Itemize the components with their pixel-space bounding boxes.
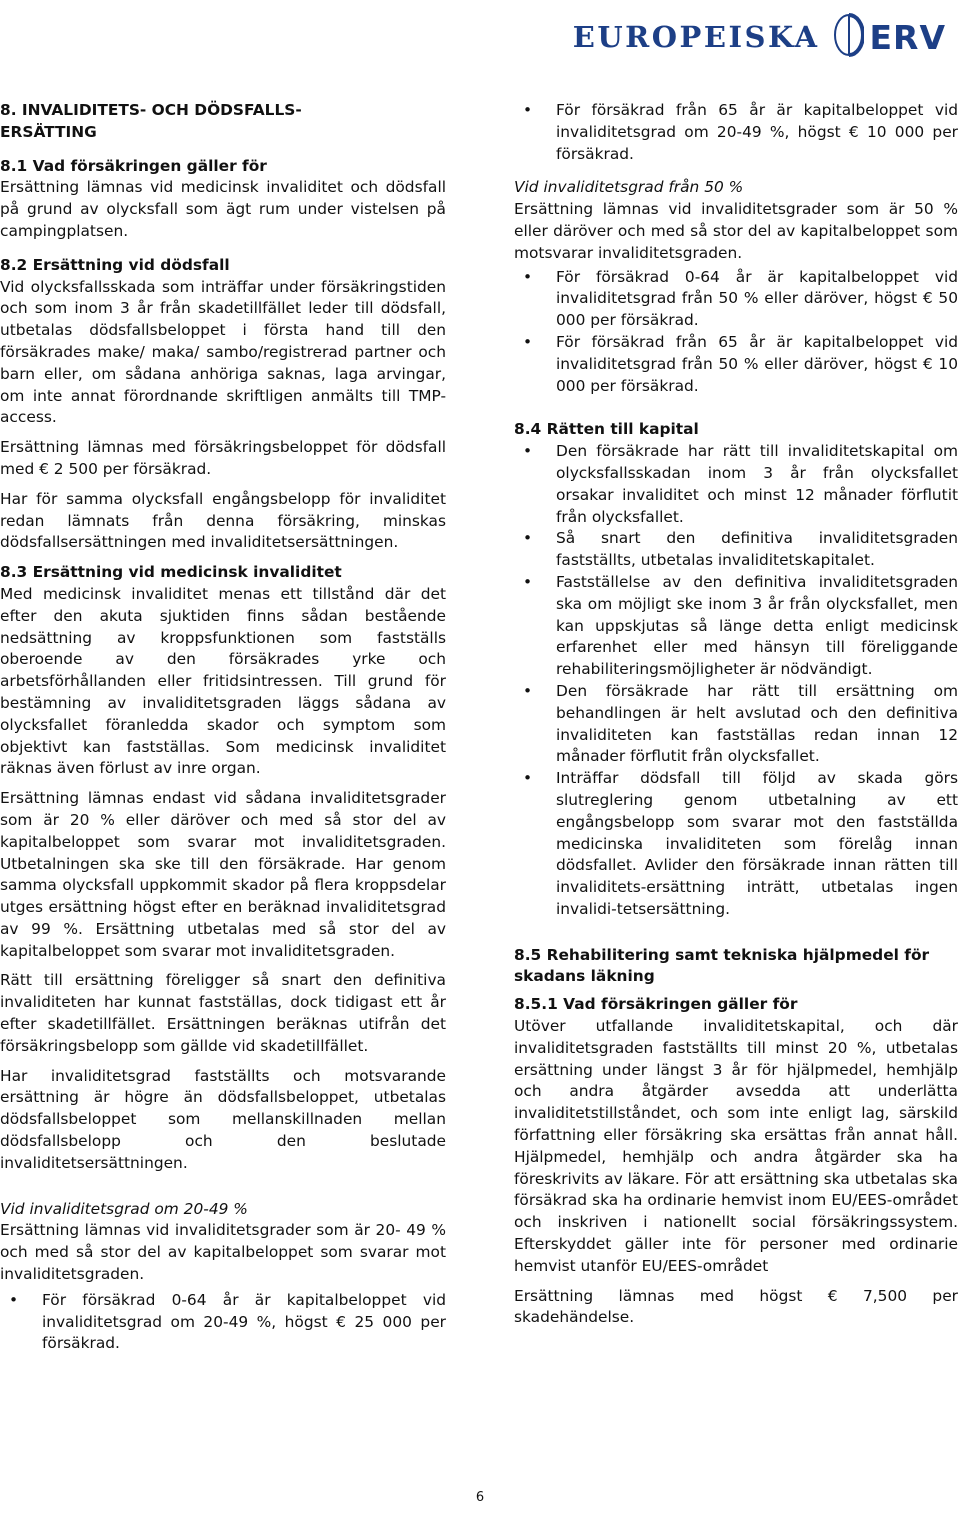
list-item: • För försäkrad från 65 år är kapitalbeloppet vid invaliditetsgrad om 20-49 %, högst € 10 000 per försäkrad. xyxy=(523,101,958,163)
bullet-icon: • xyxy=(523,442,533,461)
paragraph-8-2-c: Har för samma olycksfall engångsbelopp för invaliditet redan lämnats från denna försäkring, minskas dödsfallsersättningen med invaliditetsersättningen. xyxy=(0,489,446,552)
paragraph-8-3-a: Med medicinsk invaliditet menas ett tillstånd där det efter den akuta sjuktiden finns sådan bestående nedsättning av kroppsfunktionen som fastställs oberoende av den försäkrades yrke och arbetsförhållanden eller fritidsintressen. Till grund för bestämning av invaliditetsgraden läggs sådana av olycksfallet föranledda skador och symptom som objektivt kan fastställas. Som medicinsk invaliditet räknas även förlust av inre organ. xyxy=(0,584,446,778)
left-column xyxy=(0,100,446,1363)
heading-8-2: 8.2 Ersättning vid dödsfall xyxy=(0,255,230,274)
paragraph-8-1: Ersättning lämnas vid medicinsk invaliditet och dödsfall på grund av olycksfall som ägt rum under vistelsen på campingplatsen. xyxy=(0,178,446,240)
subheading-50: Vid invaliditetsgrad från 50 % xyxy=(514,178,744,197)
heading-8-5-1: 8.5.1 Vad försäkringen gäller för xyxy=(514,995,798,1014)
paragraph-8-2-b: Ersättning lämnas med försäkringsbeloppet för dödsfall med € 2 500 per försäkrad. xyxy=(0,438,446,478)
list-item: • Så snart den definitiva invaliditetsgraden fastställts, utbetalas invaliditetskapitalet. xyxy=(523,529,958,570)
paragraph-8-5-1-b: Ersättning lämnas med högst € 7,500 per skadehändelse. xyxy=(514,1286,958,1327)
bullet-icon: • xyxy=(9,1290,19,1309)
heading-section-8: 8. INVALIDITETS- OCH DÖDSFALLS-ERSÄTTING xyxy=(0,101,302,141)
list-item: • Den försäkrade har rätt till invaliditetskapital om olycksfallsskadan inom 3 år från olycksfallet orsakar invaliditet och minst 12 månader förflutit från olycksfallet. xyxy=(523,442,958,526)
bullet-icon: • xyxy=(523,101,533,119)
subheading-20-49: Vid invaliditetsgrad om 20-49 % xyxy=(0,1199,248,1218)
globe-emblem-icon xyxy=(834,13,864,64)
bullet-icon: • xyxy=(523,681,533,700)
bullet-icon: • xyxy=(523,529,533,548)
paragraph-8-2-a: Vid olycksfallsskada som inträffar under försäkringstiden och som inom 3 år från skadetillfället leder till dödsfall, utbetalas dödsfallsbeloppet i första hand till den försäkrades make/ maka/ sambo/registrerad partner och barn eller, om sådana anhöriga saknas, laga arvingar, om inte annat förordnande skriftligen anmälts till TMP-access. xyxy=(0,277,446,427)
list-item: • För försäkrad 0-64 år är kapitalbeloppet vid invaliditetsgrad om 20-49 %, högst € 25 000 per försäkrad. xyxy=(9,1290,446,1353)
list-item: • För försäkrad från 65 år är kapitalbeloppet vid invaliditetsgrad från 50 % eller däröver, högst € 10 000 per försäkrad. xyxy=(523,332,958,395)
list-item: • Inträffar dödsfall till följd av skada görs slutreglering genom utbetalning av ett engångsbelopp som svarar mot den fastställda medicinska invaliditeten som förelåg innan dödsfallet. Avlider den försäkrade innan rätten till invaliditets-ersättning inträtt, utbetalas ingen invalidi-tetsersättning. xyxy=(523,769,958,918)
right-column xyxy=(514,100,958,1337)
list-item: • Fastställelse av den definitiva invaliditetsgraden ska om möjligt ske inom 3 år från olycksfallet, men kan uppskjutas så länge detta enligt medicinsk erfarenhet eller med hänsyn till föreliggande rehabiliteringsmöjligheter är nödvändigt. xyxy=(523,572,958,679)
logo-erv-text: ERV xyxy=(869,18,946,58)
list-item: • Den försäkrade har rätt till ersättning om behandlingen är helt avslutad och den definitiva invaliditeten kan fastställas redan innan 12 månader förflutit från olycksfallet. xyxy=(523,681,958,766)
paragraph-8-3-c: Rätt till ersättning föreligger så snart den definitiva invaliditeten har kunnat fastställas, dock tidigast ett år efter skadetillfället. Ersättningen beräknas utifrån det försäkringsbelopp som gällde vid skadetillfället. xyxy=(0,971,446,1055)
list-20-49-continued xyxy=(514,100,958,165)
heading-8-4: 8.4 Rätten till kapital xyxy=(514,420,699,439)
paragraph-8-3-b: Ersättning lämnas endast vid sådana invaliditetsgrader som är 20 % eller däröver och med så stor del av kapitalbeloppet som svarar mot invaliditetsgraden. Utbetalningen ska ske till den försäkrade. Har genom samma olycksfall uppkommit skador på flera kroppsdelar utges ersättning högst efter en beräknad invaliditetsgrad av 99 %. Ersättning utbetalas med så stor del av kapitalbeloppet som svarar mot invaliditetsgraden. xyxy=(0,789,446,960)
heading-8-3: 8.3 Ersättning vid medicinsk invaliditet xyxy=(0,563,342,582)
logo-brand-text: EUROPEISKA xyxy=(572,20,820,55)
paragraph-20-49: Ersättning lämnas vid invaliditetsgrader som är 20- 49 % och med så stor del av kapitalbeloppet som svarar mot invaliditetsgraden. xyxy=(0,1221,446,1284)
bullet-icon: • xyxy=(523,572,533,591)
bullet-icon: • xyxy=(523,769,533,788)
page-number: 6 xyxy=(475,1490,485,1506)
heading-8-5: 8.5 Rehabilitering samt tekniska hjälpmedel för skadans läkning xyxy=(514,945,930,986)
list-8-4 xyxy=(514,441,958,921)
heading-8-1: 8.1 Vad försäkringen gäller för xyxy=(0,156,267,175)
paragraph-8-5-1-a: Utöver utfallande invaliditetskapital, och där invaliditetsgraden fastställts till minst 20 %, utbetalas ersättning under längst 3 år för hjälpmedel, hemhjälp och andra åtgärder avsedda att underlätta invaliditetstillståndet, och som inte enligt lag, särskild författning eller försäkring ska ersättas från annat håll. Hjälpmedel, hemhjälp och andra åtgärder ska ha föreskrivits av läkare. För att ersättning ska utbetalas ska försäkrad ska ha ordinarie hemvist inom EU/EES-området och inskriven i nationellt social försäkringssystem. Efterskyddet gäller inte för personer med ordinarie hemvist utanför EU/EES-området xyxy=(514,1017,958,1275)
list-20-49 xyxy=(0,1290,446,1355)
bullet-icon: • xyxy=(523,267,533,286)
bullet-icon: • xyxy=(523,332,533,351)
list-item: • För försäkrad 0-64 år är kapitalbeloppet vid invaliditetsgrad från 50 % eller däröver, högst € 50 000 per försäkrad. xyxy=(523,267,958,330)
list-50 xyxy=(514,267,958,398)
europeiska-erv-logo xyxy=(573,8,946,68)
paragraph-8-3-d: Har invaliditetsgrad fastställts och motsvarande ersättning är högre än dödsfallsbeloppet, utbetalas dödsfallsbeloppet som mellanskillnaden mellan dödsfallsbelopp och den beslutade invaliditetsersättningen. xyxy=(0,1066,446,1172)
paragraph-50: Ersättning lämnas vid invaliditetsgrader som är 50 % eller däröver och med så stor del av kapitalbeloppet som motsvarar invaliditetsgraden. xyxy=(514,200,958,262)
